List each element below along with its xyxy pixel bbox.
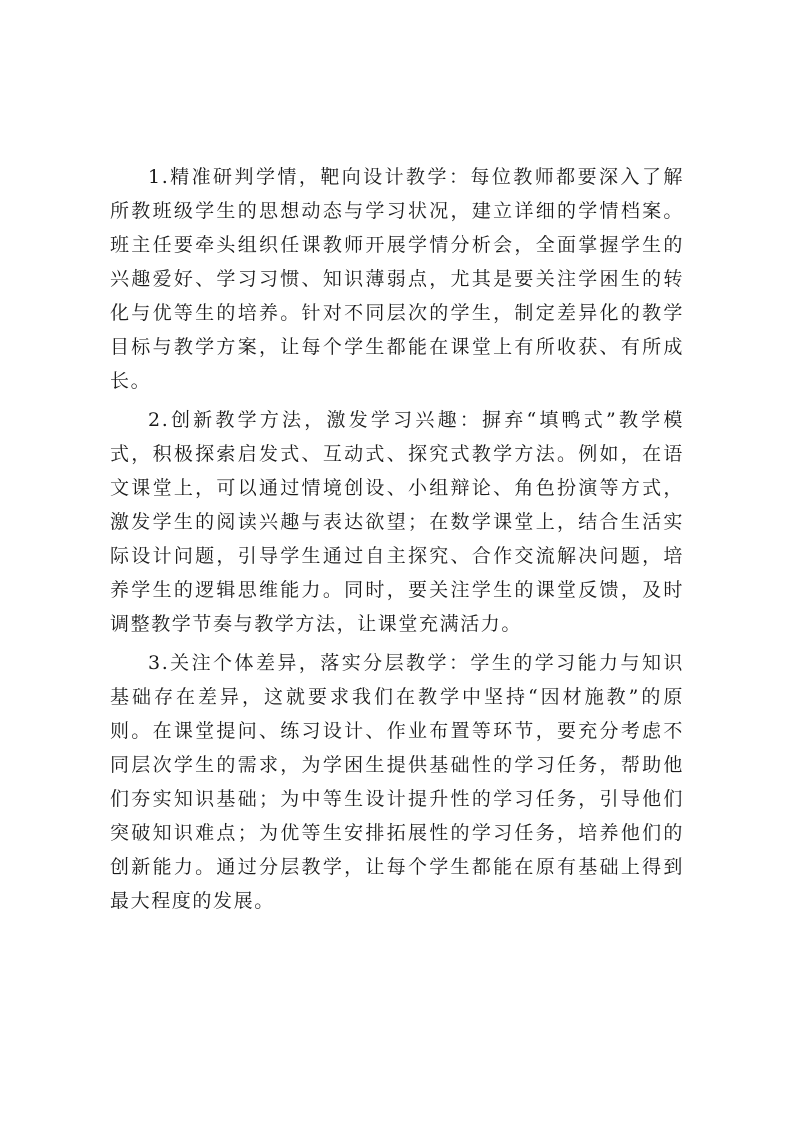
document-body [110, 160, 684, 923]
paragraph-2: 2.创新教学方法，激发学习兴趣：摒弃“填鸭式”教学模式，积极探索启发式、互动式、探究式教学方法。例如，在语文课堂上，可以通过情境创设、小组辩论、角色扮演等方式，激发学生的阅读兴趣与表达欲望；在数学课堂上，结合生活实际设计问题，引导学生通过自主探究、合作交流解决问题，培养学生的逻辑思维能力。同时，要关注学生的课堂反馈，及时调整教学节奏与教学方法，让课堂充满活力。 [110, 409, 684, 635]
paragraph-3: 3.关注个体差异，落实分层教学：学生的学习能力与知识基础存在差异，这就要求我们在教学中坚持“因材施教”的原则。在课堂提问、练习设计、作业布置等环节，要充分考虑不同层次学生的需求，为学困生提供基础性的学习任务，帮助他们夯实知识基础；为中等生设计提升性的学习任务，引导他们突破知识难点；为优等生安排拓展性的学习任务，培养他们的创新能力。通过分层教学，让每个学生都能在原有基础上得到最大程度的发展。 [110, 652, 684, 912]
paragraph-1: 1.精准研判学情，靶向设计教学：每位教师都要深入了解所教班级学生的思想动态与学习状况，建立详细的学情档案。班主任要牵头组织任课教师开展学情分析会，全面掌握学生的兴趣爱好、学习习惯、知识薄弱点，尤其是要关注学困生的转化与优等生的培养。针对不同层次的学生，制定差异化的教学目标与教学方案，让每个学生都能在课堂上有所收获、有所成长。 [110, 166, 684, 392]
